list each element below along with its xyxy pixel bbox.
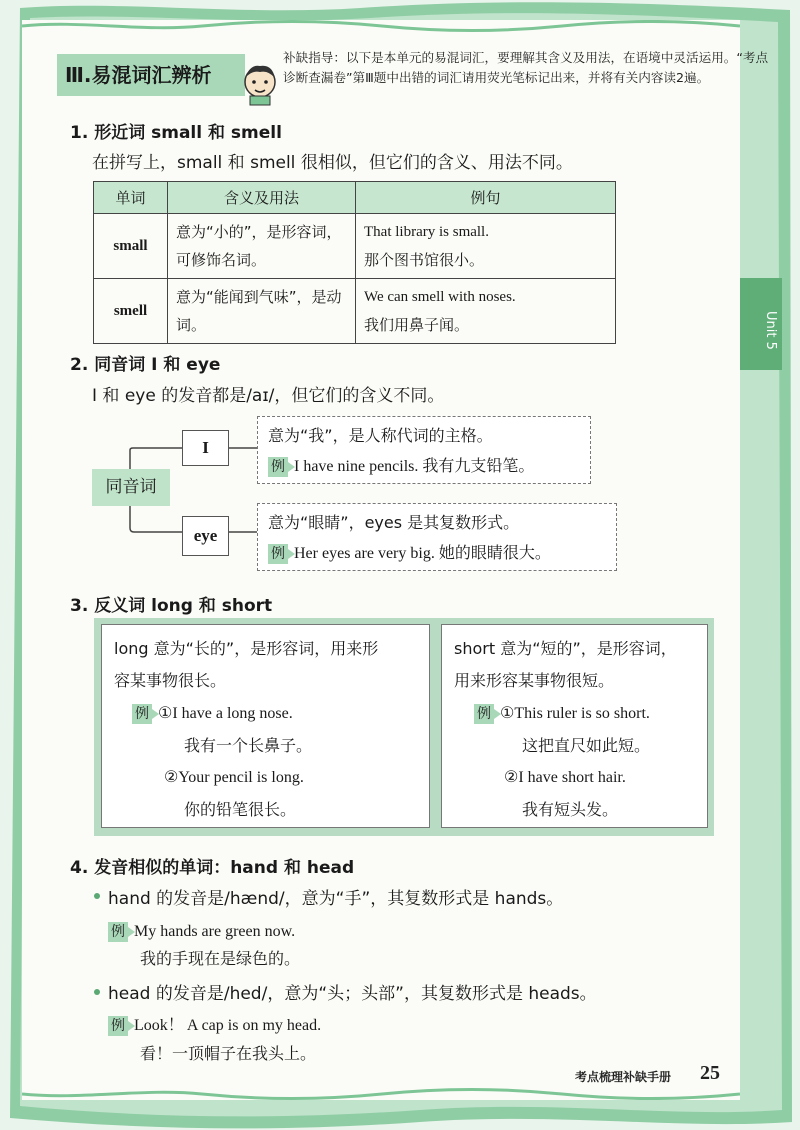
- example-cn: 我们用鼻子闻。: [364, 316, 470, 334]
- example-tag-icon: 例: [268, 457, 288, 477]
- footer-book-title: 考点梳理补缺手册: [575, 1070, 672, 1084]
- table-row: [94, 214, 616, 279]
- long-ex2-cn: 你的铅笔很长。: [184, 800, 297, 819]
- example-cn: 那个图书馆很小。: [364, 251, 485, 269]
- short-line2: 用来形容某事物很短。: [454, 671, 615, 690]
- long-ex1-cn: 我有一个长鼻子。: [184, 736, 313, 755]
- homophone-root-label: 同音词: [92, 469, 170, 506]
- heading-part2: 2. 同音词 I 和 eye: [70, 355, 221, 375]
- example-en: We can smell with noses.: [364, 289, 516, 305]
- example-tag-icon: 例: [108, 1016, 128, 1036]
- unit-tab-label: Unit 5: [763, 310, 778, 350]
- homophone-word-eye: eye: [182, 516, 229, 556]
- homophone-word-i: I: [182, 430, 229, 466]
- short-ex2-cn: 我有短头发。: [522, 800, 619, 819]
- table-cell-meaning: 意为“小的”，是形容词，可修饰名词。: [168, 214, 356, 279]
- head-example-cn: 看！一顶帽子在我头上。: [140, 1044, 317, 1063]
- antonym-long-box: [101, 624, 430, 828]
- table-cell-word: smell: [94, 279, 168, 344]
- table-header-row: [94, 182, 616, 214]
- long-line2: 容某事物很长。: [114, 671, 227, 690]
- page-number: 25: [700, 1062, 720, 1084]
- intro-part2: I 和 eye 的发音都是/aɪ/，但它们的含义不同。: [92, 386, 445, 406]
- hand-example-cn: 我的手现在是绿色的。: [140, 949, 301, 968]
- homophone-eye-example: Her eyes are very big. 她的眼睛很大。: [294, 545, 551, 562]
- section-tip: 补缺指导：以下是本单元的易混词汇，要理解其含义及用法，在语境中灵活运用。“考点诊断查漏卷”第Ⅲ题中出错的词汇请用荧光笔标记出来，并将有关内容读2遍。: [283, 50, 769, 85]
- short-line1: short 意为“短的”，是形容词，: [454, 639, 677, 658]
- table-header-cell: 含义及用法: [168, 182, 356, 214]
- hand-example-en: My hands are green now.: [134, 923, 296, 940]
- homophone-i-meaning: 意为“我”，是人称代词的主格。: [268, 426, 493, 445]
- table-header-cell: 单词: [94, 182, 168, 214]
- example-tag-icon: 例: [474, 704, 494, 724]
- word-compare-table: [93, 181, 616, 344]
- homophone-i-example: I have nine pencils. 我有九支铅笔。: [294, 458, 535, 475]
- heading-part4: 4. 发音相似的单词：hand 和 head: [70, 858, 355, 878]
- short-ex1-en: ①This ruler is so short.: [500, 705, 650, 722]
- table-cell-word: small: [94, 214, 168, 279]
- cartoon-boy-icon: [238, 60, 282, 106]
- hand-description: hand 的发音是/hænd/，意为“手”，其复数形式是 hands。: [108, 889, 564, 909]
- long-line1: long 意为“长的”，是形容词，用来形: [114, 639, 379, 658]
- short-ex2-en: ②I have short hair.: [504, 769, 626, 786]
- table-cell-example: [356, 214, 616, 279]
- long-ex2-en: ②Your pencil is long.: [164, 769, 304, 786]
- table-header-cell: 例句: [356, 182, 616, 214]
- table-cell-meaning: 意为“能闻到气味”，是动词。: [168, 279, 356, 344]
- homophone-i-box: [257, 416, 591, 484]
- heading-part1: 1. 形近词 small 和 smell: [70, 123, 282, 143]
- example-tag-icon: 例: [268, 544, 288, 564]
- short-ex1-cn: 这把直尺如此短。: [522, 736, 651, 755]
- head-description: head 的发音是/hed/，意为“头；头部”，其复数形式是 heads。: [108, 984, 597, 1004]
- head-example-en: Look！ A cap is on my head.: [134, 1017, 322, 1034]
- homophone-eye-meaning: 意为“眼睛”，eyes 是其复数形式。: [268, 513, 520, 532]
- bullet-dot: [94, 893, 100, 899]
- table-row: [94, 279, 616, 344]
- long-ex1-en: ①I have a long nose.: [158, 705, 293, 722]
- example-tag-icon: 例: [108, 922, 128, 942]
- example-tag-icon: 例: [132, 704, 152, 724]
- hand-example: [108, 916, 295, 947]
- homophone-eye-box: [257, 503, 617, 571]
- section-title: Ⅲ.易混词汇辨析: [57, 54, 245, 96]
- antonym-short-box: [441, 624, 708, 828]
- bullet-dot: [94, 989, 100, 995]
- heading-part3: 3. 反义词 long 和 short: [70, 596, 273, 616]
- example-en: That library is small.: [364, 224, 489, 240]
- table-cell-example: [356, 279, 616, 344]
- intro-part1: 在拼写上，small 和 smell 很相似，但它们的含义、用法不同。: [92, 153, 573, 173]
- head-example: [108, 1010, 321, 1041]
